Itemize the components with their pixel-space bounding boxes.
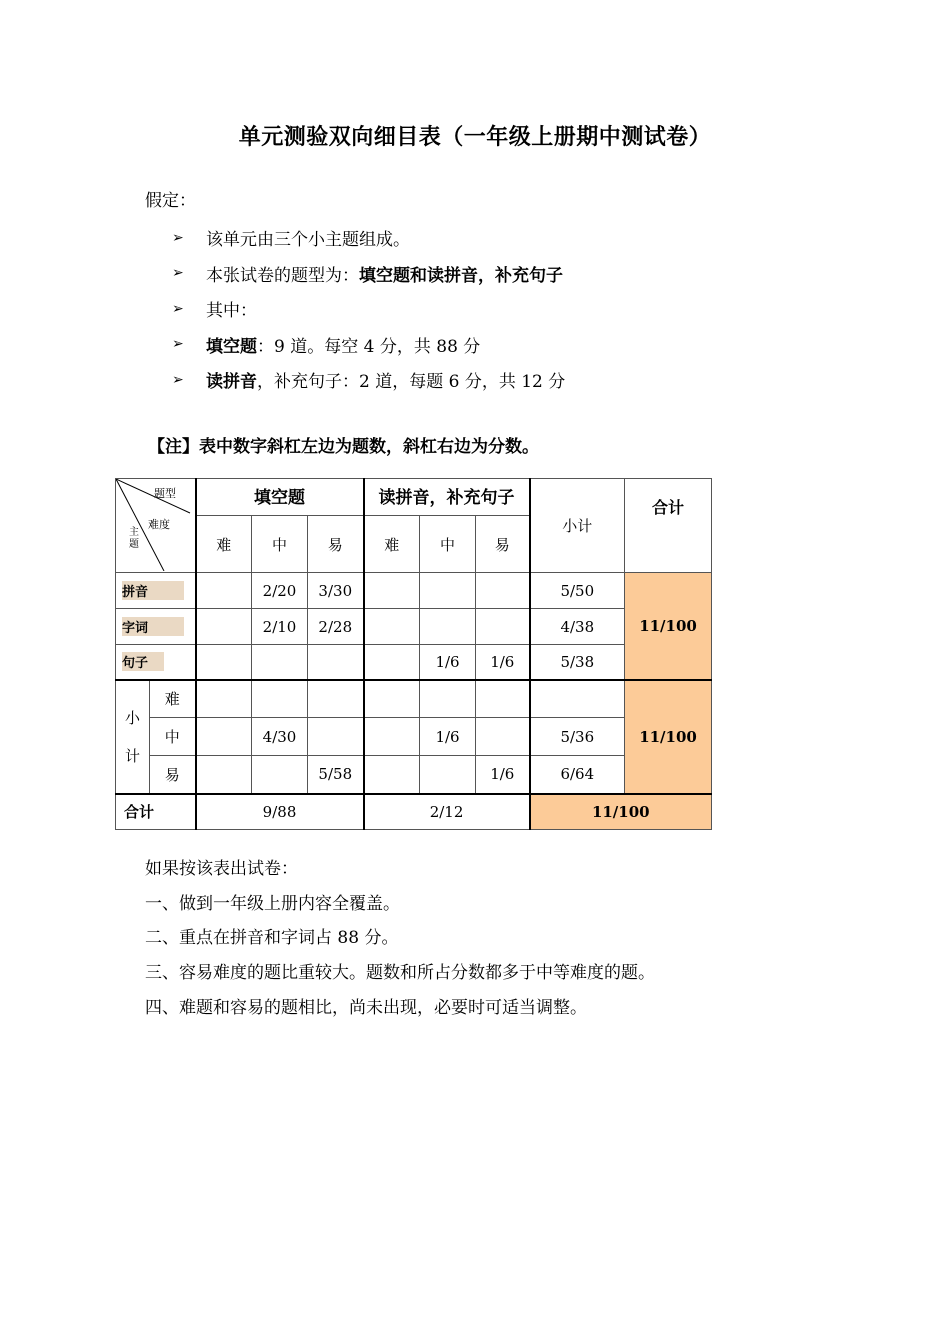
conclusion-line: 二、重点在拼音和字词占 88 分。 (145, 928, 399, 949)
level-header: 中 (252, 516, 308, 573)
subtotal-cell: 6/64 (530, 756, 625, 794)
level-header: 易 (308, 516, 364, 573)
table-cell (364, 609, 420, 645)
level-header: 易 (476, 516, 530, 573)
subtotal-cell: 4/38 (530, 609, 625, 645)
list-item-bold: 填空题和读拼音，补充句子 (359, 265, 563, 286)
arrow-bullet-icon: ➢ (172, 265, 184, 282)
list-item (172, 362, 565, 398)
corner-difficulty-label: 难度 (148, 518, 170, 531)
corner-topic-label: 主题 (129, 527, 139, 550)
level-row-label: 易 (150, 756, 196, 794)
list-item-text: ，补充句子：2 道，每题 6 分，共 12 分 (257, 372, 566, 393)
table-cell (308, 680, 364, 718)
table-cell (308, 645, 364, 680)
table-cell (252, 680, 308, 718)
conclusion-section (145, 855, 655, 1028)
topic-label-text: 字词 (122, 617, 184, 636)
table-cell (364, 680, 420, 718)
subtotal-cell: 5/38 (530, 645, 625, 680)
list-item (172, 291, 565, 327)
conclusion-line: 一、做到一年级上册内容全覆盖。 (145, 893, 400, 914)
level-header: 难 (196, 516, 252, 573)
table-cell (420, 609, 476, 645)
table-cell (476, 609, 530, 645)
table-cell (196, 573, 252, 609)
level-header: 中 (420, 516, 476, 573)
table-row (116, 794, 712, 830)
topic-label-text: 拼音 (122, 581, 184, 600)
table-cell: 3/30 (308, 573, 364, 609)
list-item (172, 327, 565, 363)
topic-label (116, 645, 196, 680)
list-item (172, 256, 565, 292)
header-fill-blank: 填空题 (196, 479, 364, 516)
table-cell: 2/10 (252, 609, 308, 645)
topic-label (116, 609, 196, 645)
list-item-text: 该单元由三个小主题组成。 (206, 230, 410, 251)
table-cell: 5/58 (308, 756, 364, 794)
list-item-text: 其中： (206, 301, 257, 322)
topic-label-text: 句子 (122, 652, 164, 671)
subtotal-cell (530, 680, 625, 718)
table-row (116, 645, 712, 680)
list-item-text: 本张试卷的题型为： (206, 265, 359, 286)
page-title: 单元测验双向细目表（一年级上册期中测试卷） (238, 125, 712, 150)
level-total-cell: 11/100 (625, 680, 712, 794)
table-cell (420, 756, 476, 794)
table-cell (420, 573, 476, 609)
topic-label (116, 573, 196, 609)
table-row (116, 573, 712, 609)
table-row (116, 718, 712, 756)
table-cell (196, 718, 252, 756)
table-cell (252, 645, 308, 680)
table-cell (196, 645, 252, 680)
table-cell: 1/6 (476, 756, 530, 794)
arrow-bullet-icon: ➢ (172, 300, 184, 317)
list-item (172, 220, 565, 256)
table-cell (364, 718, 420, 756)
arrow-bullet-icon: ➢ (172, 336, 184, 353)
table-cell (364, 756, 420, 794)
arrow-bullet-icon: ➢ (172, 371, 184, 388)
assumption-list (172, 220, 565, 398)
topic-total-cell: 11/100 (625, 573, 712, 680)
table-cell (420, 680, 476, 718)
header-total: 合计 (625, 479, 712, 573)
table-note: 【注】表中数字斜杠左边为题数，斜杠右边为分数。 (148, 437, 539, 457)
header-read-pinyin: 读拼音，补充句子 (364, 479, 530, 516)
list-item-text: ：9 道。每空 4 分，共 88 分 (257, 336, 481, 357)
table-cell: 1/6 (420, 645, 476, 680)
table-cell: 1/6 (420, 718, 476, 756)
level-header: 难 (364, 516, 420, 573)
specification-table (115, 478, 712, 830)
level-row-label: 中 (150, 718, 196, 756)
corner-type-label: 题型 (154, 487, 176, 500)
conclusion-line: 四、难题和容易的题相比，尚未出现，必要时可适当调整。 (145, 997, 587, 1018)
list-item-bold: 读拼音 (206, 372, 257, 393)
header-subtotal: 小计 (530, 479, 625, 573)
sum-row-label: 合计 (116, 794, 196, 830)
assumption-label: 假定： (145, 191, 196, 211)
sum-total: 11/100 (530, 794, 712, 830)
table-cell (476, 718, 530, 756)
conclusion-line: 三、容易难度的题比重较大。题数和所占分数都多于中等难度的题。 (145, 963, 655, 984)
table-cell: 2/20 (252, 573, 308, 609)
table-row (116, 756, 712, 794)
table-cell (196, 680, 252, 718)
table-row (116, 680, 712, 718)
subtotal-row-label-2: 计 (124, 746, 140, 765)
table-cell (196, 609, 252, 645)
sum-fill-blank: 9/88 (196, 794, 364, 830)
subtotal-cell: 5/50 (530, 573, 625, 609)
corner-cell (116, 479, 196, 573)
table-cell (308, 718, 364, 756)
table-cell (196, 756, 252, 794)
table-cell (252, 756, 308, 794)
level-row-label: 难 (150, 680, 196, 718)
sum-read-pinyin: 2/12 (364, 794, 530, 830)
table-cell (364, 645, 420, 680)
arrow-bullet-icon: ➢ (172, 229, 184, 246)
table-cell: 4/30 (252, 718, 308, 756)
list-item-bold: 填空题 (206, 336, 257, 357)
table-cell (476, 680, 530, 718)
subtotal-row-label (116, 680, 150, 794)
table-cell (476, 573, 530, 609)
conclusion-line: 如果按该表出试卷： (145, 859, 298, 879)
table-cell (364, 573, 420, 609)
table-cell: 1/6 (476, 645, 530, 680)
table-cell: 2/28 (308, 609, 364, 645)
subtotal-cell: 5/36 (530, 718, 625, 756)
subtotal-row-label-1: 小 (124, 708, 140, 727)
table-row (116, 609, 712, 645)
